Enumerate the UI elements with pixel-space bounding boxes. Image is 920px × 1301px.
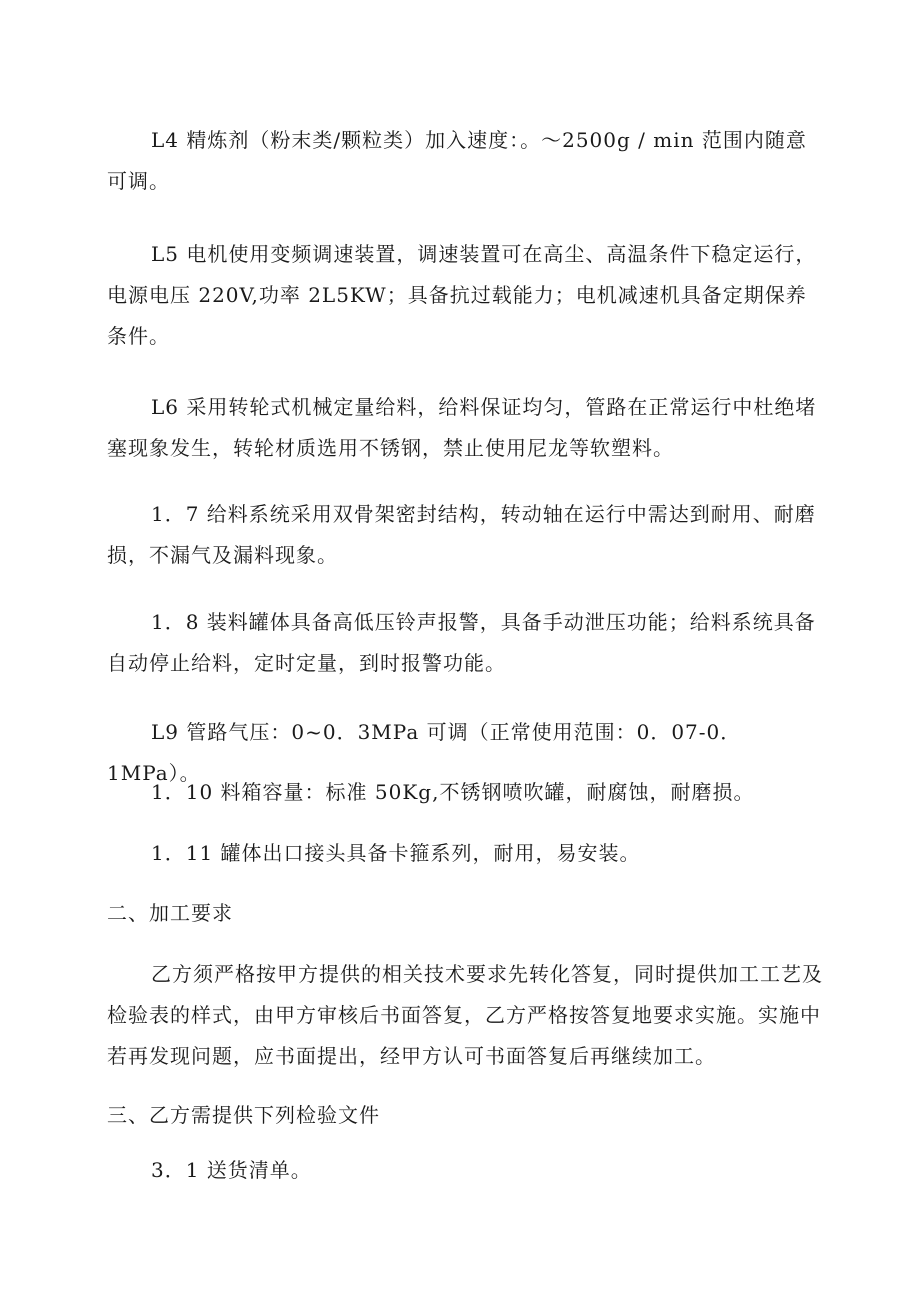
paragraph-1-8: 1．8 装料罐体具备高低压铃声报警，具备手动泄压功能；给料系统具备自动停止给料，定时定量，到时报警功能。 [107,610,816,675]
paragraph-l5: L5 电机使用变频调速装置，调速装置可在高尘、高温条件下稳定运行，电源电压 220V,功率 2L5KW；具备抗过载能力；电机减速机具备定期保养条件。 [107,242,817,348]
paragraph-l9: L9 管路气压：0~0．3MPa 可调（正常使用范围：0．07-0．1MPa）。 [107,720,742,785]
paragraph-3-1: 3．1 送货清单。 [151,1158,312,1182]
section-heading-inspection-files: 三、乙方需提供下列检验文件 [107,1103,380,1127]
paragraph-1-10: 1．10 料箱容量：标准 50Kg,不锈钢喷吹罐，耐腐蚀，耐磨损。 [151,780,755,804]
paragraph-l6: L6 采用转轮式机械定量给料，给料保证均匀，管路在正常运行中杜绝堵塞现象发生，转轮材质选用不锈钢，禁止使用尼龙等软塑料。 [107,395,817,460]
paragraph-1-11: 1．11 罐体出口接头具备卡箍系列，耐用，易安装。 [151,841,641,865]
paragraph-processing-requirements: 乙方须严格按甲方提供的相关技术要求先转化答复，同时提供加工工艺及检验表的样式，由甲方审核后书面答复，乙方严格按答复地要求实施。实施中若再发现问题，应书面提出，经甲方认可书面答复后再继续加工。 [107,962,823,1068]
paragraph-l4: L4 精炼剂（粉末类/颗粒类）加入速度：。～2500g / min 范围内随意可调。 [107,128,807,193]
section-heading-processing: 二、加工要求 [107,901,233,925]
paragraph-1-7: 1．7 给料系统采用双骨架密封结构，转动轴在运行中需达到耐用、耐磨损，不漏气及漏料现象。 [107,502,816,567]
